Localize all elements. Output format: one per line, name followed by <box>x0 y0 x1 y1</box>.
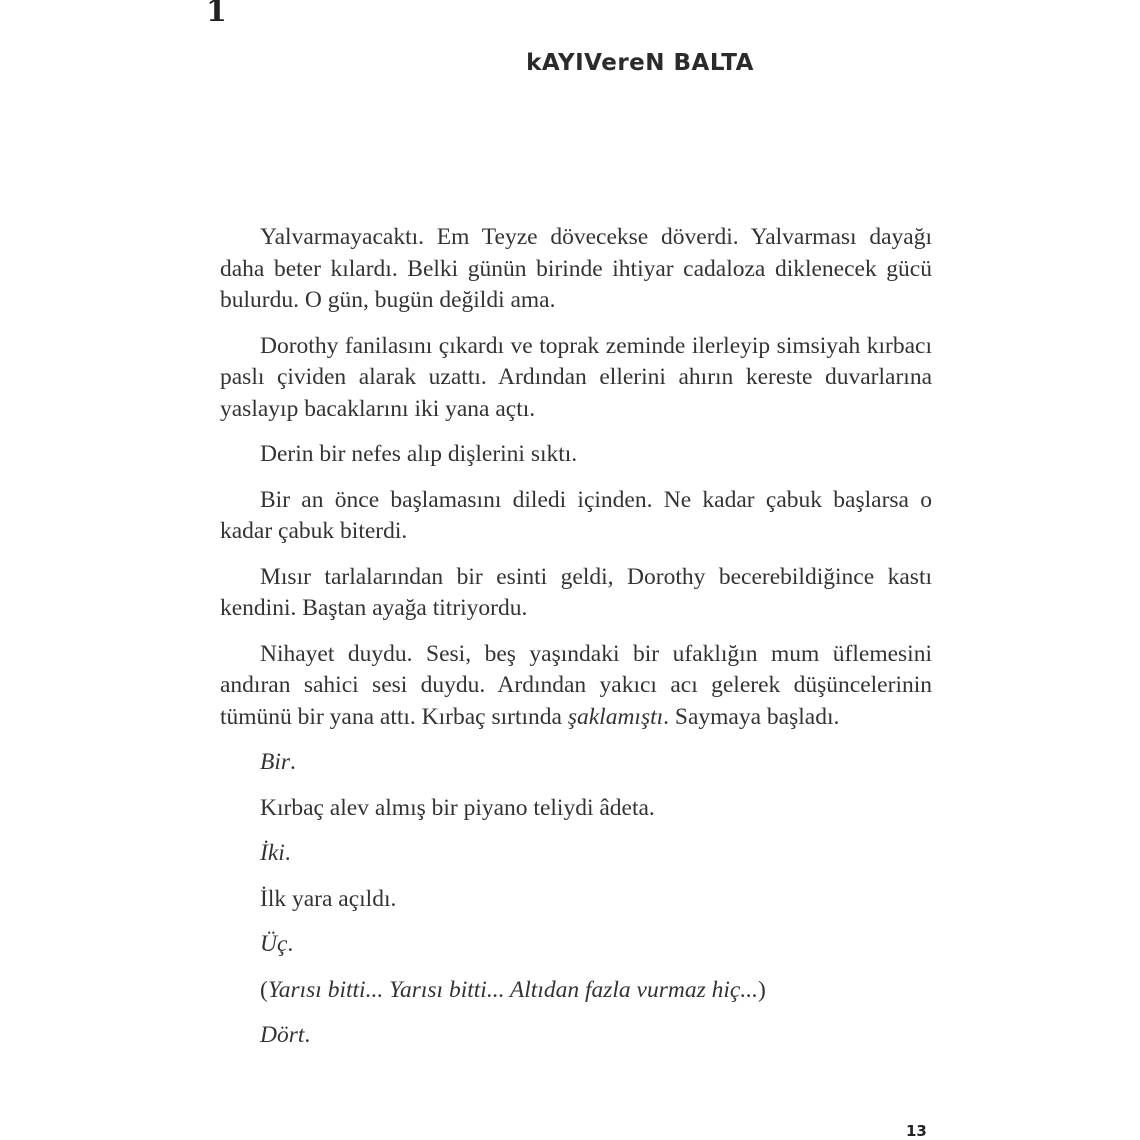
paragraph: Derin bir nefes alıp dişlerini sıktı. <box>260 441 578 467</box>
text-run: ) <box>757 976 766 1003</box>
italic-text: İki <box>260 840 285 866</box>
paragraph-count <box>220 1020 932 1052</box>
italic-text: şaklamıştı <box>567 703 664 730</box>
italic-text: Üç <box>260 931 288 957</box>
text-run: . <box>287 931 294 957</box>
paragraph: Mısır tarlalarından bir esinti geldi, Dorothy becerebildiğince kastı kendini. Baştan ayağa titriyordu. <box>220 563 932 621</box>
text-run: . <box>284 840 291 866</box>
page-number: 13 <box>906 1122 927 1140</box>
italic-text: Yarısı bitti... Yarısı bitti... Altıdan fazla vurmaz hiç... <box>267 976 758 1003</box>
paragraph: Yalvarmayacaktı. Em Teyze dövecekse döverdi. Yalvarması dayağı daha beter kılardı. Belki günün birinde ihtiyar cadaloza diklenecek gücü bulurdu. O gün, bugün değildi ama. <box>220 224 932 313</box>
body-text <box>220 222 932 1066</box>
paragraph: Kırbaç alev almış bir piyano teliydi âdeta. <box>260 794 655 821</box>
paragraph-count <box>220 838 932 870</box>
paragraph-thought <box>220 975 932 1007</box>
italic-text: Dört <box>260 1022 305 1048</box>
paragraph <box>220 639 932 734</box>
paragraph: Bir an önce başlamasını diledi içinden. Ne kadar çabuk başlarsa o kadar çabuk biterdi. <box>220 486 932 544</box>
paragraph: İlk yara açıldı. <box>260 885 397 912</box>
text-run: ( <box>260 976 268 1003</box>
paragraph: Dorothy fanilasını çıkardı ve toprak zeminde ilerleyip simsiyah kırbacı paslı çividen alarak uzattı. Ardından ellerini ahırın kereste duvarlarına yaslayıp bacaklarını iki yana açtı. <box>220 332 932 422</box>
italic-text: Bir <box>260 749 291 775</box>
text-run: . <box>304 1022 311 1048</box>
chapter-number: 1 <box>206 0 227 29</box>
paragraph-count <box>220 929 932 961</box>
paragraph-count <box>220 747 932 779</box>
text-run: Nihayet duydu. Sesi, beş yaşındaki bir ufaklığın mum üflemesini andıran sahici sesi duydu. Ardından yakıcı acı gelerek düşüncelerinin tümünü bir yana attı. Kırbaç sırtında <box>220 640 932 730</box>
text-run: . <box>290 749 296 775</box>
chapter-title: kAYIVereN BALTA <box>526 50 754 76</box>
text-run: . Saymaya başladı. <box>663 703 840 730</box>
